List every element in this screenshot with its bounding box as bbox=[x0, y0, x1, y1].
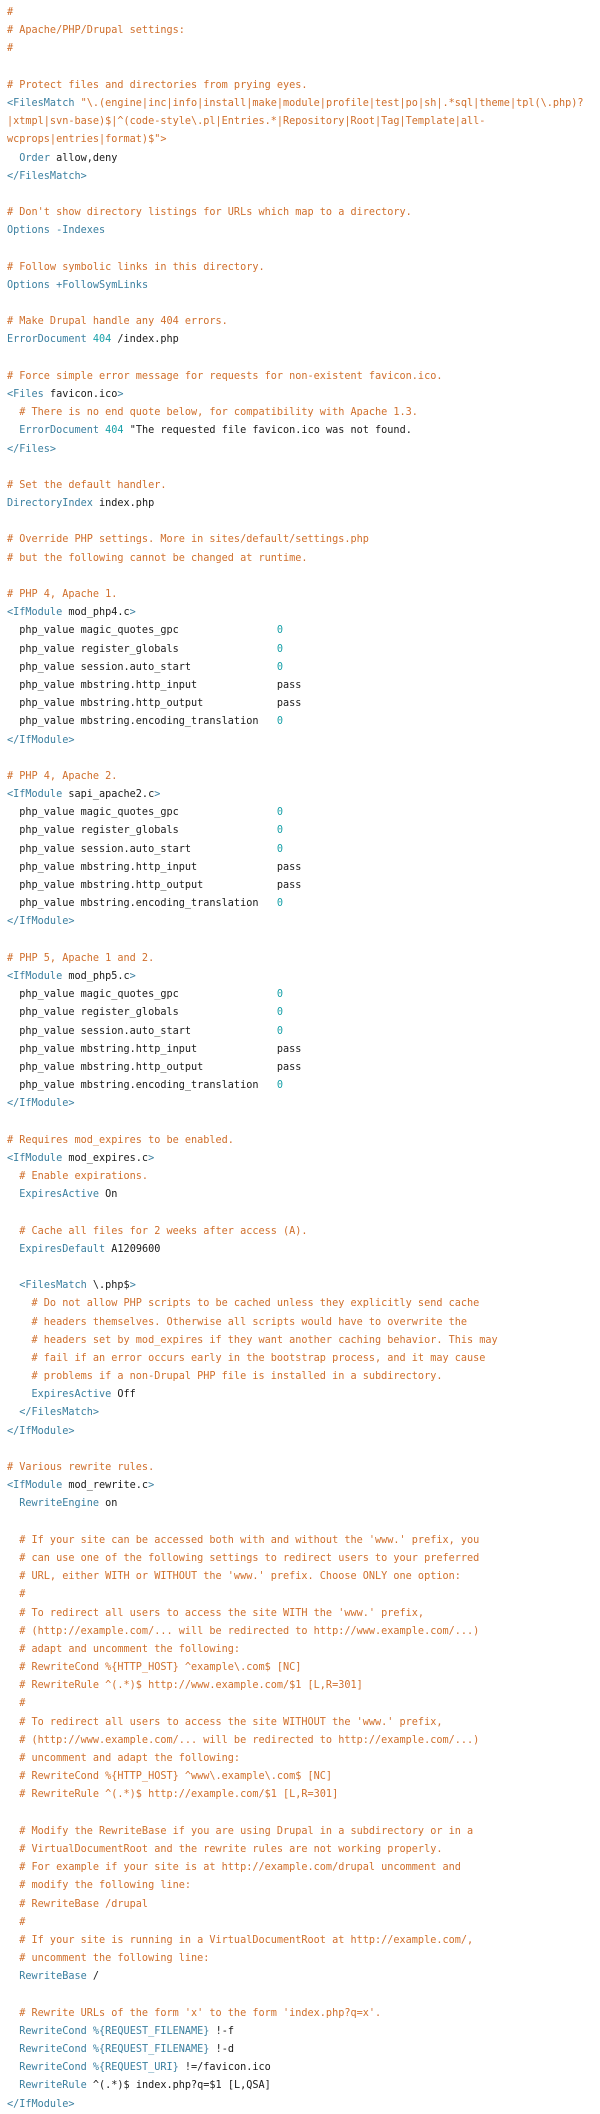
code-line bbox=[7, 677, 600, 695]
text-token: php_value magic_quotes_gpc bbox=[7, 989, 277, 1001]
code-line bbox=[7, 259, 600, 277]
code-line bbox=[7, 2005, 600, 2023]
text-token: A1209600 bbox=[105, 1243, 161, 1255]
comment-token: # bbox=[7, 1916, 26, 1928]
directive-token: %{REQUEST_URI} bbox=[92, 2062, 179, 2074]
code-line bbox=[7, 186, 600, 204]
directive-token: </IfModule> bbox=[7, 2098, 75, 2110]
text-token: mod_expires.c bbox=[62, 1152, 149, 1164]
directive-token: <IfModule bbox=[7, 1480, 63, 1492]
code-line bbox=[7, 441, 600, 459]
comment-token: # Cache all files for 2 weeks after access (A). bbox=[7, 1225, 308, 1237]
code-line bbox=[7, 1623, 600, 1641]
code-line bbox=[7, 2096, 600, 2114]
code-line bbox=[7, 1714, 600, 1732]
code-line bbox=[7, 1605, 600, 1623]
code-line bbox=[7, 1641, 600, 1659]
comment-token: # There is no end quote below, for compatibility with Apache 1.3. bbox=[7, 407, 418, 419]
code-line bbox=[7, 1896, 600, 1914]
directive-token: %{REQUEST_FILENAME} bbox=[92, 2044, 210, 2055]
code-line bbox=[7, 277, 600, 295]
code-line bbox=[7, 59, 600, 77]
text-token bbox=[7, 1971, 19, 1982]
comment-token: # headers set by mod_expires if they want another caching behavior. This may bbox=[7, 1334, 498, 1346]
text-token: /index.php bbox=[111, 334, 179, 346]
directive-token: ErrorDocument bbox=[7, 334, 87, 346]
code-line bbox=[7, 1077, 600, 1095]
code-line bbox=[7, 477, 600, 495]
text-token bbox=[7, 2062, 19, 2073]
comment-token: # bbox=[7, 1698, 26, 1710]
code-line bbox=[7, 1113, 600, 1131]
text-token: / bbox=[86, 1971, 100, 1983]
code-line bbox=[7, 1423, 600, 1441]
code-line bbox=[7, 1750, 600, 1768]
code-line bbox=[7, 1568, 600, 1586]
directive-token: RewriteBase bbox=[19, 1971, 87, 1983]
code-line bbox=[7, 659, 600, 677]
comment-token: # uncomment and adapt the following: bbox=[7, 1753, 241, 1764]
text-token: php_value mbstring.http_output pass bbox=[7, 880, 302, 891]
number-token: 0 bbox=[276, 807, 284, 819]
comment-token: # PHP 4, Apache 2. bbox=[7, 770, 118, 782]
code-line bbox=[7, 1259, 600, 1277]
directive-token: <FilesMatch bbox=[19, 1280, 87, 1292]
number-token: 0 bbox=[276, 898, 284, 910]
code-line bbox=[7, 822, 600, 840]
directive-token: > bbox=[117, 388, 124, 400]
code-line bbox=[7, 1732, 600, 1750]
code-line bbox=[7, 968, 600, 986]
code-line bbox=[7, 1550, 600, 1568]
code-line bbox=[7, 1768, 600, 1786]
code-line bbox=[7, 1004, 600, 1022]
directive-token: <IfModule bbox=[7, 1152, 63, 1164]
code-line bbox=[7, 1586, 600, 1604]
code-line bbox=[7, 1532, 600, 1550]
code-line bbox=[7, 750, 600, 768]
number-token: 0 bbox=[276, 625, 284, 637]
directive-token: Options bbox=[7, 279, 50, 291]
directive-token: > bbox=[129, 607, 136, 619]
code-line bbox=[7, 204, 600, 222]
text-token: php_value mbstring.encoding_translation bbox=[7, 1080, 277, 1092]
comment-token: # Modify the RewriteBase if you are using Drupal in a subdirectory or in a bbox=[7, 1825, 474, 1837]
code-line bbox=[7, 1350, 600, 1368]
comment-token: wcprops|entries|format)$"> bbox=[7, 134, 167, 146]
code-line bbox=[7, 732, 600, 750]
text-token: !=/favicon.ico bbox=[178, 2062, 271, 2074]
directive-token: > bbox=[154, 789, 161, 801]
comment-token: # fail if an error occurs early in the bootstrap process, and it may cause bbox=[7, 1352, 486, 1364]
directive-token: RewriteEngine bbox=[19, 1498, 100, 1510]
directive-token: <Files bbox=[7, 388, 44, 400]
directive-token: <IfModule bbox=[7, 970, 63, 982]
code-line bbox=[7, 768, 600, 786]
text-token: php_value register_globals bbox=[7, 1007, 277, 1019]
text-token: mod_rewrite.c bbox=[62, 1480, 149, 1492]
directive-token: Order bbox=[19, 152, 50, 164]
directive-token: </IfModule> bbox=[7, 916, 75, 928]
comment-token: # For example if your site is at http://example.com/drupal uncomment and bbox=[7, 1862, 461, 1874]
code-line bbox=[7, 786, 600, 804]
number-token: 0 bbox=[276, 1080, 284, 1092]
comment-token: |xtmpl|svn-base)$|^(code-style\.pl|Entries.*|Repository|Root|Tag|Template|all- bbox=[7, 116, 486, 128]
text-token: allow,deny bbox=[49, 152, 118, 164]
code-line bbox=[7, 422, 600, 440]
code-line bbox=[7, 1277, 600, 1295]
comment-token: # Requires mod_expires to be enabled. bbox=[7, 1134, 234, 1146]
directive-token: > bbox=[148, 1152, 155, 1164]
text-token bbox=[7, 2026, 19, 2037]
text-token bbox=[7, 425, 19, 436]
comment-token: # RewriteCond %{HTTP_HOST} ^example\.com$ [NC] bbox=[7, 1662, 302, 1674]
comment-token: # but the following cannot be changed at runtime. bbox=[7, 552, 308, 564]
directive-token: DirectoryIndex bbox=[7, 498, 93, 510]
comment-token: # (http://example.com/... will be redirected to http://www.example.com/...) bbox=[7, 1625, 480, 1637]
code-line bbox=[7, 1204, 600, 1222]
comment-token: # Rewrite URLs of the form 'x' to the form 'index.php?q=x'. bbox=[7, 2007, 382, 2019]
directive-token: %{REQUEST_FILENAME} bbox=[92, 2025, 210, 2037]
code-line bbox=[7, 604, 600, 622]
directive-token: > bbox=[148, 1480, 155, 1492]
number-token: 0 bbox=[276, 716, 284, 728]
text-token: sapi_apache2.c bbox=[62, 789, 155, 801]
text-token bbox=[7, 2044, 19, 2055]
text-token bbox=[7, 153, 19, 164]
code-line bbox=[7, 1786, 600, 1804]
code-line bbox=[7, 1495, 600, 1513]
number-token: 0 bbox=[276, 989, 284, 1001]
code-line bbox=[7, 368, 600, 386]
directive-token: ExpiresDefault bbox=[19, 1243, 106, 1255]
code-line bbox=[7, 1314, 600, 1332]
code-line bbox=[7, 386, 600, 404]
comment-token: # RewriteBase /drupal bbox=[7, 1898, 149, 1910]
directive-token: </FilesMatch> bbox=[19, 1407, 100, 1419]
code-line bbox=[7, 586, 600, 604]
code-line bbox=[7, 531, 600, 549]
code-line bbox=[7, 1841, 600, 1859]
text-token: on bbox=[99, 1498, 118, 1510]
code-line bbox=[7, 1659, 600, 1677]
code-line bbox=[7, 1441, 600, 1459]
text-token bbox=[7, 1244, 19, 1255]
directive-token: Options bbox=[7, 225, 50, 237]
code-line bbox=[7, 913, 600, 931]
text-token: \.php$ bbox=[86, 1280, 130, 1292]
directive-token: -Indexes bbox=[56, 225, 106, 237]
code-line bbox=[7, 1041, 600, 1059]
number-token: 404 bbox=[105, 425, 124, 437]
text-token: php_value session.auto_start bbox=[7, 843, 277, 855]
code-line bbox=[7, 1332, 600, 1350]
directive-token: </IfModule> bbox=[7, 734, 75, 746]
code-line bbox=[7, 1459, 600, 1477]
code-line bbox=[7, 22, 600, 40]
text-token: php_value mbstring.encoding_translation bbox=[7, 898, 277, 910]
comment-token: # If your site is running in a VirtualDocumentRoot at http://example.com/, bbox=[7, 1934, 474, 1946]
code-line bbox=[7, 1932, 600, 1950]
code-line bbox=[7, 1805, 600, 1823]
code-line bbox=[7, 240, 600, 258]
directive-token: <IfModule bbox=[7, 789, 63, 801]
directive-token: RewriteCond bbox=[19, 2044, 87, 2055]
code-line bbox=[7, 1095, 600, 1113]
text-token: php_value session.auto_start bbox=[7, 661, 277, 673]
code-line bbox=[7, 404, 600, 422]
directive-token: > bbox=[129, 970, 136, 982]
comment-token: # RewriteRule ^(.*)$ http://www.example.com/$1 [L,R=301] bbox=[7, 1680, 363, 1692]
text-token: php_value register_globals bbox=[7, 643, 277, 655]
code-line bbox=[7, 1823, 600, 1841]
text-token bbox=[7, 2080, 19, 2091]
comment-token: # bbox=[7, 7, 14, 18]
directive-token: RewriteRule bbox=[19, 2080, 87, 2092]
directive-token: RewriteCond bbox=[19, 2025, 87, 2037]
code-line bbox=[7, 859, 600, 877]
directive-token: RewriteCond bbox=[19, 2062, 87, 2074]
code-line bbox=[7, 841, 600, 859]
code-line bbox=[7, 313, 600, 331]
directive-token: </IfModule> bbox=[7, 1425, 75, 1437]
code-line bbox=[7, 150, 600, 168]
comment-token: # Enable expirations. bbox=[7, 1171, 149, 1182]
text-token: php_value mbstring.http_input pass bbox=[7, 679, 302, 691]
comment-token: # headers themselves. Otherwise all scripts would have to overwrite the bbox=[7, 1316, 468, 1328]
directive-token: </Files> bbox=[7, 443, 57, 455]
comment-token: # Set the default handler. bbox=[7, 479, 167, 491]
directive-token: ErrorDocument bbox=[19, 425, 100, 437]
text-token bbox=[7, 1389, 32, 1400]
text-token: favicon.ico bbox=[43, 388, 118, 400]
text-token bbox=[7, 1498, 19, 1509]
code-line bbox=[7, 168, 600, 186]
code-line bbox=[7, 1968, 600, 1986]
code-line bbox=[7, 1186, 600, 1204]
comment-token: # Various rewrite rules. bbox=[7, 1462, 155, 1473]
code-line bbox=[7, 877, 600, 895]
code-line bbox=[7, 1223, 600, 1241]
text-token: !-d bbox=[209, 2044, 234, 2055]
code-line bbox=[7, 804, 600, 822]
text-token bbox=[7, 1407, 19, 1418]
text-token: php_value mbstring.http_output pass bbox=[7, 1061, 302, 1073]
comment-token: # To redirect all users to access the site WITH the 'www.' prefix, bbox=[7, 1607, 425, 1619]
text-token: mod_php5.c bbox=[62, 970, 130, 982]
code-line bbox=[7, 350, 600, 368]
code-line bbox=[7, 1023, 600, 1041]
comment-token: # adapt and uncomment the following: bbox=[7, 1643, 241, 1655]
number-token: 0 bbox=[276, 661, 284, 673]
code-line bbox=[7, 1132, 600, 1150]
code-line bbox=[7, 95, 600, 113]
comment-token: # uncomment the following line: bbox=[7, 1953, 210, 1965]
code-line bbox=[7, 2041, 600, 2059]
code-line bbox=[7, 1368, 600, 1386]
code-line bbox=[7, 295, 600, 313]
text-token: php_value magic_quotes_gpc bbox=[7, 807, 277, 819]
comment-token: # bbox=[7, 1589, 26, 1601]
comment-token: # Override PHP settings. More in sites/default/settings.php bbox=[7, 534, 369, 546]
directive-token: > bbox=[129, 1280, 136, 1292]
code-line bbox=[7, 2023, 600, 2041]
comment-token: # problems if a non-Drupal PHP file is installed in a subdirectory. bbox=[7, 1371, 443, 1383]
code-line bbox=[7, 1877, 600, 1895]
code-line bbox=[7, 222, 600, 240]
comment-token: # Make Drupal handle any 404 errors. bbox=[7, 316, 228, 328]
code-line bbox=[7, 513, 600, 531]
comment-token: # modify the following line: bbox=[7, 1880, 192, 1892]
code-line bbox=[7, 1241, 600, 1259]
text-token bbox=[7, 1189, 19, 1200]
comment-token: # Apache/PHP/Drupal settings: bbox=[7, 25, 185, 37]
comment-token: # bbox=[7, 43, 14, 55]
code-line bbox=[7, 1859, 600, 1877]
number-token: 404 bbox=[92, 334, 112, 346]
comment-token: # Force simple error message for requests for non-existent favicon.ico. bbox=[7, 370, 443, 382]
comment-token: # RewriteRule ^(.*)$ http://example.com/$1 [L,R=301] bbox=[7, 1789, 339, 1801]
code-line bbox=[7, 932, 600, 950]
code-line bbox=[7, 713, 600, 731]
text-token bbox=[7, 1280, 19, 1291]
comment-token: # Follow symbolic links in this directory. bbox=[7, 261, 265, 273]
text-token: php_value session.auto_start bbox=[7, 1025, 277, 1037]
comment-token: # If your site can be accessed both with and without the 'www.' prefix, you bbox=[7, 1534, 480, 1546]
directive-token: <IfModule bbox=[7, 607, 63, 619]
code-line bbox=[7, 40, 600, 58]
directive-token: <FilesMatch bbox=[7, 97, 75, 109]
directive-token: ExpiresActive bbox=[31, 1389, 112, 1401]
text-token: index.php bbox=[92, 498, 155, 510]
code-line bbox=[7, 1477, 600, 1495]
text-token: ^(.*)$ index.php?q=$1 [L,QSA] bbox=[86, 2080, 271, 2092]
code-line bbox=[7, 77, 600, 95]
code-line bbox=[7, 131, 600, 149]
code-line bbox=[7, 1059, 600, 1077]
code-line bbox=[7, 641, 600, 659]
code-line bbox=[7, 1514, 600, 1532]
code-line bbox=[7, 1150, 600, 1168]
directive-token: +FollowSymLinks bbox=[56, 279, 149, 291]
number-token: 0 bbox=[276, 843, 284, 855]
code-line bbox=[7, 4, 600, 22]
text-token: On bbox=[99, 1189, 118, 1201]
code-line bbox=[7, 1168, 600, 1186]
directive-token: ExpiresActive bbox=[19, 1189, 100, 1201]
text-token: php_value mbstring.http_output pass bbox=[7, 698, 302, 710]
code-line bbox=[7, 695, 600, 713]
number-token: 0 bbox=[276, 643, 284, 655]
comment-token: # can use one of the following settings to redirect users to your preferred bbox=[7, 1552, 480, 1564]
text-token: php_value mbstring.http_input pass bbox=[7, 1043, 302, 1055]
directive-token: </IfModule> bbox=[7, 1098, 75, 1110]
comment-token: # URL, either WITH or WITHOUT the 'www.' prefix. Choose ONLY one option: bbox=[7, 1571, 461, 1583]
code-line bbox=[7, 1295, 600, 1313]
comment-token: # To redirect all users to access the site WITHOUT the 'www.' prefix, bbox=[7, 1716, 443, 1728]
code-line bbox=[7, 986, 600, 1004]
text-token: Off bbox=[111, 1389, 136, 1401]
code-line bbox=[7, 895, 600, 913]
code-line bbox=[7, 1404, 600, 1422]
code-line bbox=[7, 1986, 600, 2004]
code-line bbox=[7, 331, 600, 349]
code-line bbox=[7, 2059, 600, 2077]
text-token: php_value mbstring.encoding_translation bbox=[7, 716, 277, 728]
text-token: !-f bbox=[209, 2025, 234, 2037]
text-token: php_value magic_quotes_gpc bbox=[7, 625, 277, 637]
comment-token: # PHP 4, Apache 1. bbox=[7, 589, 118, 600]
comment-token: # Don't show directory listings for URLs which map to a directory. bbox=[7, 207, 412, 219]
number-token: 0 bbox=[276, 1007, 284, 1019]
code-line bbox=[7, 1950, 600, 1968]
number-token: 0 bbox=[276, 825, 284, 837]
code-line bbox=[7, 1677, 600, 1695]
code-line bbox=[7, 1914, 600, 1932]
text-token: php_value mbstring.http_input pass bbox=[7, 861, 302, 873]
comment-token: # VirtualDocumentRoot and the rewrite rules are not working properly. bbox=[7, 1843, 443, 1855]
comment-token: # Do not allow PHP scripts to be cached unless they explicitly send cache bbox=[7, 1298, 480, 1310]
code-line bbox=[7, 495, 600, 513]
code-line bbox=[7, 622, 600, 640]
comment-token: # RewriteCond %{HTTP_HOST} ^www\.example\.com$ [NC] bbox=[7, 1771, 333, 1783]
text-token: "The requested file favicon.ico was not found. bbox=[123, 425, 412, 437]
code-line bbox=[7, 550, 600, 568]
text-token: mod_php4.c bbox=[62, 607, 130, 619]
comment-token: # Protect files and directories from prying eyes. bbox=[7, 79, 308, 91]
code-line bbox=[7, 1386, 600, 1404]
code-line bbox=[7, 2077, 600, 2095]
comment-token: "\.(engine|inc|info|install|make|module|profile|test|po|sh|.*sql|theme|tpl(\.php)? bbox=[74, 97, 584, 109]
comment-token: # PHP 5, Apache 1 and 2. bbox=[7, 952, 155, 964]
code-line bbox=[7, 1695, 600, 1713]
code-line bbox=[7, 568, 600, 586]
code-line bbox=[7, 113, 600, 131]
text-token: php_value register_globals bbox=[7, 825, 277, 837]
comment-token: # (http://www.example.com/... will be redirected to http://example.com/...) bbox=[7, 1734, 480, 1746]
code-line bbox=[7, 950, 600, 968]
code-line bbox=[7, 459, 600, 477]
directive-token: </FilesMatch> bbox=[7, 170, 87, 182]
number-token: 0 bbox=[276, 1025, 284, 1037]
